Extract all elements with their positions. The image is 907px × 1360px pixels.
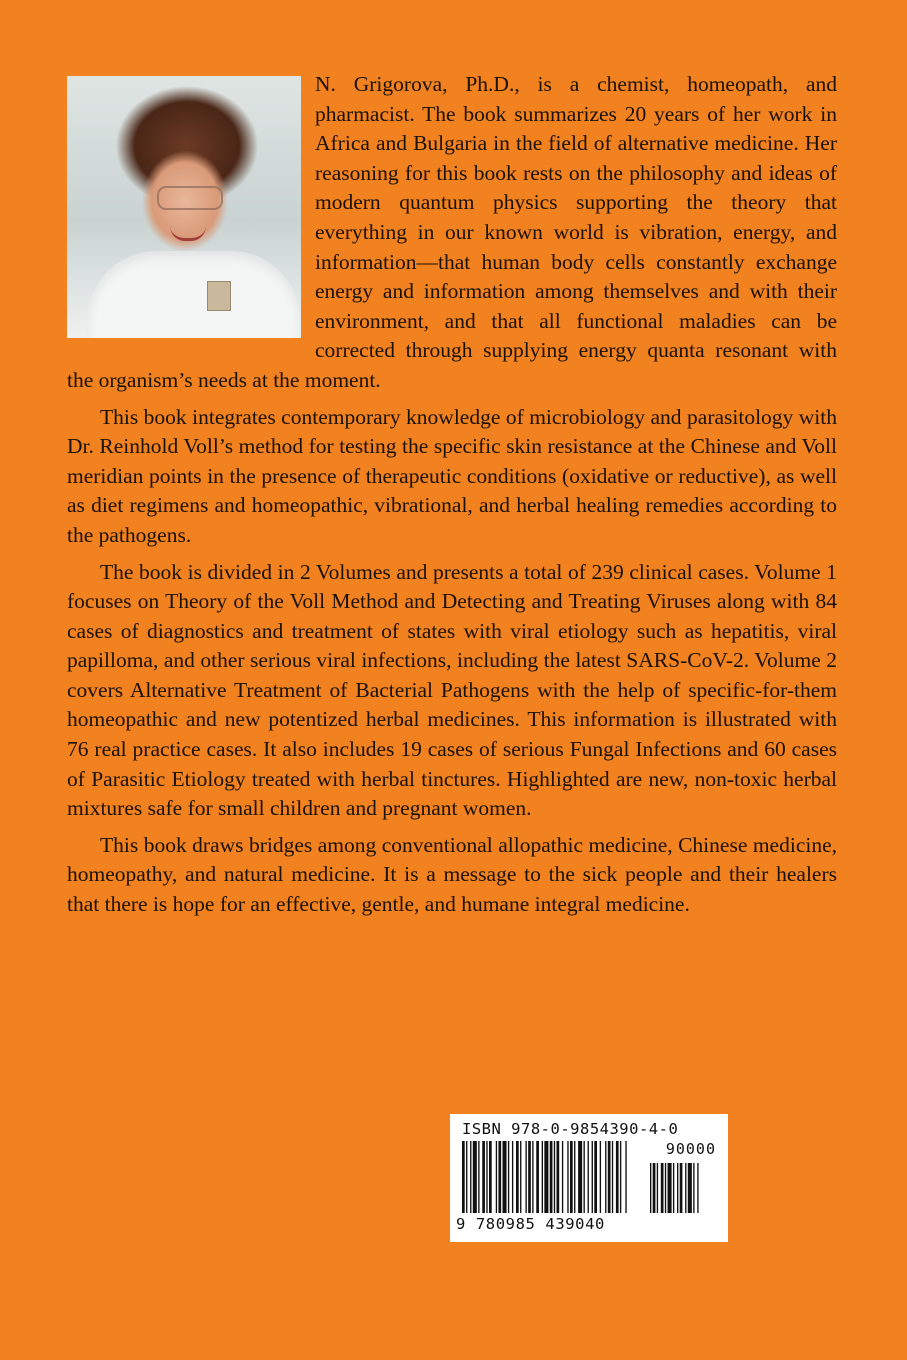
barcode-addon-bar [673, 1163, 674, 1213]
barcode-bar [574, 1141, 575, 1213]
back-cover-text [67, 70, 837, 927]
barcode-bar [478, 1141, 479, 1213]
barcode-bar [584, 1141, 585, 1213]
barcode-bar [473, 1141, 477, 1213]
barcode-bar [466, 1141, 467, 1213]
barcode-addon-bar [680, 1163, 683, 1213]
barcode-bar [542, 1141, 543, 1213]
author-bio-paragraph: N. Grigorova, Ph.D., is a chemist, homeopath, and pharmacist. The book summarizes 20 years of her work in Africa and Bulgaria in the field of alternative medicine. Her reasoning for this book rests on the philosophy and ideas of modern quantum physics supporting the theory that everything in our known world is vibration, energy, and information—that human body cells constantly exchange energy and information among themselves and with their environment, and that all functional maladies can be corrected through supplying energy quanta resonant with the organism’s needs at the moment. [67, 72, 837, 392]
barcode-bar [594, 1141, 597, 1213]
barcode-bar [516, 1141, 519, 1213]
author-photo-badge [207, 281, 231, 311]
barcode-addon-bar [693, 1163, 694, 1213]
barcode-addon-bar [697, 1163, 698, 1213]
barcode-bar [498, 1141, 501, 1213]
barcode-addon-bar [677, 1163, 678, 1213]
barcode-bar [578, 1141, 582, 1213]
barcode-bar [592, 1141, 593, 1213]
barcode-addon-bar [650, 1163, 651, 1213]
barcode-bar [503, 1141, 507, 1213]
barcode-bar [520, 1141, 521, 1213]
barcode-bar [625, 1141, 626, 1213]
volumes-paragraph: The book is divided in 2 Volumes and presents a total of 239 clinical cases. Volume 1 focuses on Theory of the Voll Method and Detecting and Treating Viruses along with 84 cases of diagnostics and treatment of states with viral etiology such as hepatitis, viral papilloma, and other serious viral infections, including the latest SARS-CoV-2. Volume 2 covers Alternative Treatment of Bacterial Pathogens with the help of specific-for-them homeopathic and new potentized herbal medicines. This information is illustrated with 76 real practice cases. It also includes 19 cases of serious Fungal Infections and 60 cases of Parasitic Etiology treated with herbal tinctures. Highlighted are new, non-toxic herbal mixtures safe for small children and pregnant women. [67, 559, 837, 821]
barcode-bar [608, 1141, 611, 1213]
barcode-addon-bar [665, 1163, 666, 1213]
isbn-barcode-box [450, 1114, 728, 1242]
barcode-bar [508, 1141, 509, 1213]
barcode-bar [562, 1141, 563, 1213]
barcode-bar [567, 1141, 568, 1213]
barcode-bar [570, 1141, 573, 1213]
barcode-addon-bar [661, 1163, 664, 1213]
barcode-bar [536, 1141, 539, 1213]
supplement-code: 90000 [665, 1140, 716, 1158]
barcode-bar [616, 1141, 619, 1213]
barcode-addon-bar [685, 1163, 686, 1213]
barcode-bar [470, 1141, 471, 1213]
barcode-bar [600, 1141, 601, 1213]
isbn-label: ISBN 978-0-9854390-4-0 [462, 1120, 679, 1138]
barcode-bar [588, 1141, 589, 1213]
barcode-image [462, 1141, 716, 1215]
ean-digits: 9 780985 439040 [456, 1215, 605, 1233]
barcode-bar [550, 1141, 553, 1213]
barcode-bar [532, 1141, 533, 1213]
barcode-bar [482, 1141, 485, 1213]
barcode-bar [525, 1141, 526, 1213]
barcode-bar [554, 1141, 555, 1213]
author-photo [67, 76, 301, 338]
barcode-bar [496, 1141, 497, 1213]
barcode-bar [544, 1141, 548, 1213]
barcode-bar [612, 1141, 613, 1213]
barcode-bar [620, 1141, 621, 1213]
closing-paragraph: This book draws bridges among conventional allopathic medicine, Chinese medicine, homeopathy, and natural medicine. It is a message to the sick people and their healers that there is hope for an effective, gentle, and humane integral medicine. [67, 832, 837, 917]
author-photo-smile [170, 226, 206, 241]
barcode-bar [462, 1141, 465, 1213]
barcode-bar [512, 1141, 513, 1213]
barcode-addon-bar [653, 1163, 656, 1213]
barcode-bar [557, 1141, 560, 1213]
barcode-addon-bar [688, 1163, 692, 1213]
author-photo-coat [87, 251, 301, 338]
barcode-bar [486, 1141, 487, 1213]
barcode-addon-bar [657, 1163, 658, 1213]
barcode-bar [605, 1141, 606, 1213]
method-paragraph: This book integrates contemporary knowledge of microbiology and parasitology with Dr. Reinhold Voll’s method for testing the specific skin resistance at the Chinese and Voll meridian points in the presence of therapeutic conditions (oxidative or reductive), as well as diet regimens and homeopathic, vibrational, and herbal healing remedies according to the pathogens. [67, 404, 837, 547]
barcode-bar [528, 1141, 531, 1213]
barcode-addon-bar [668, 1163, 672, 1213]
author-photo-glasses [157, 186, 223, 210]
barcode-bar [489, 1141, 492, 1213]
